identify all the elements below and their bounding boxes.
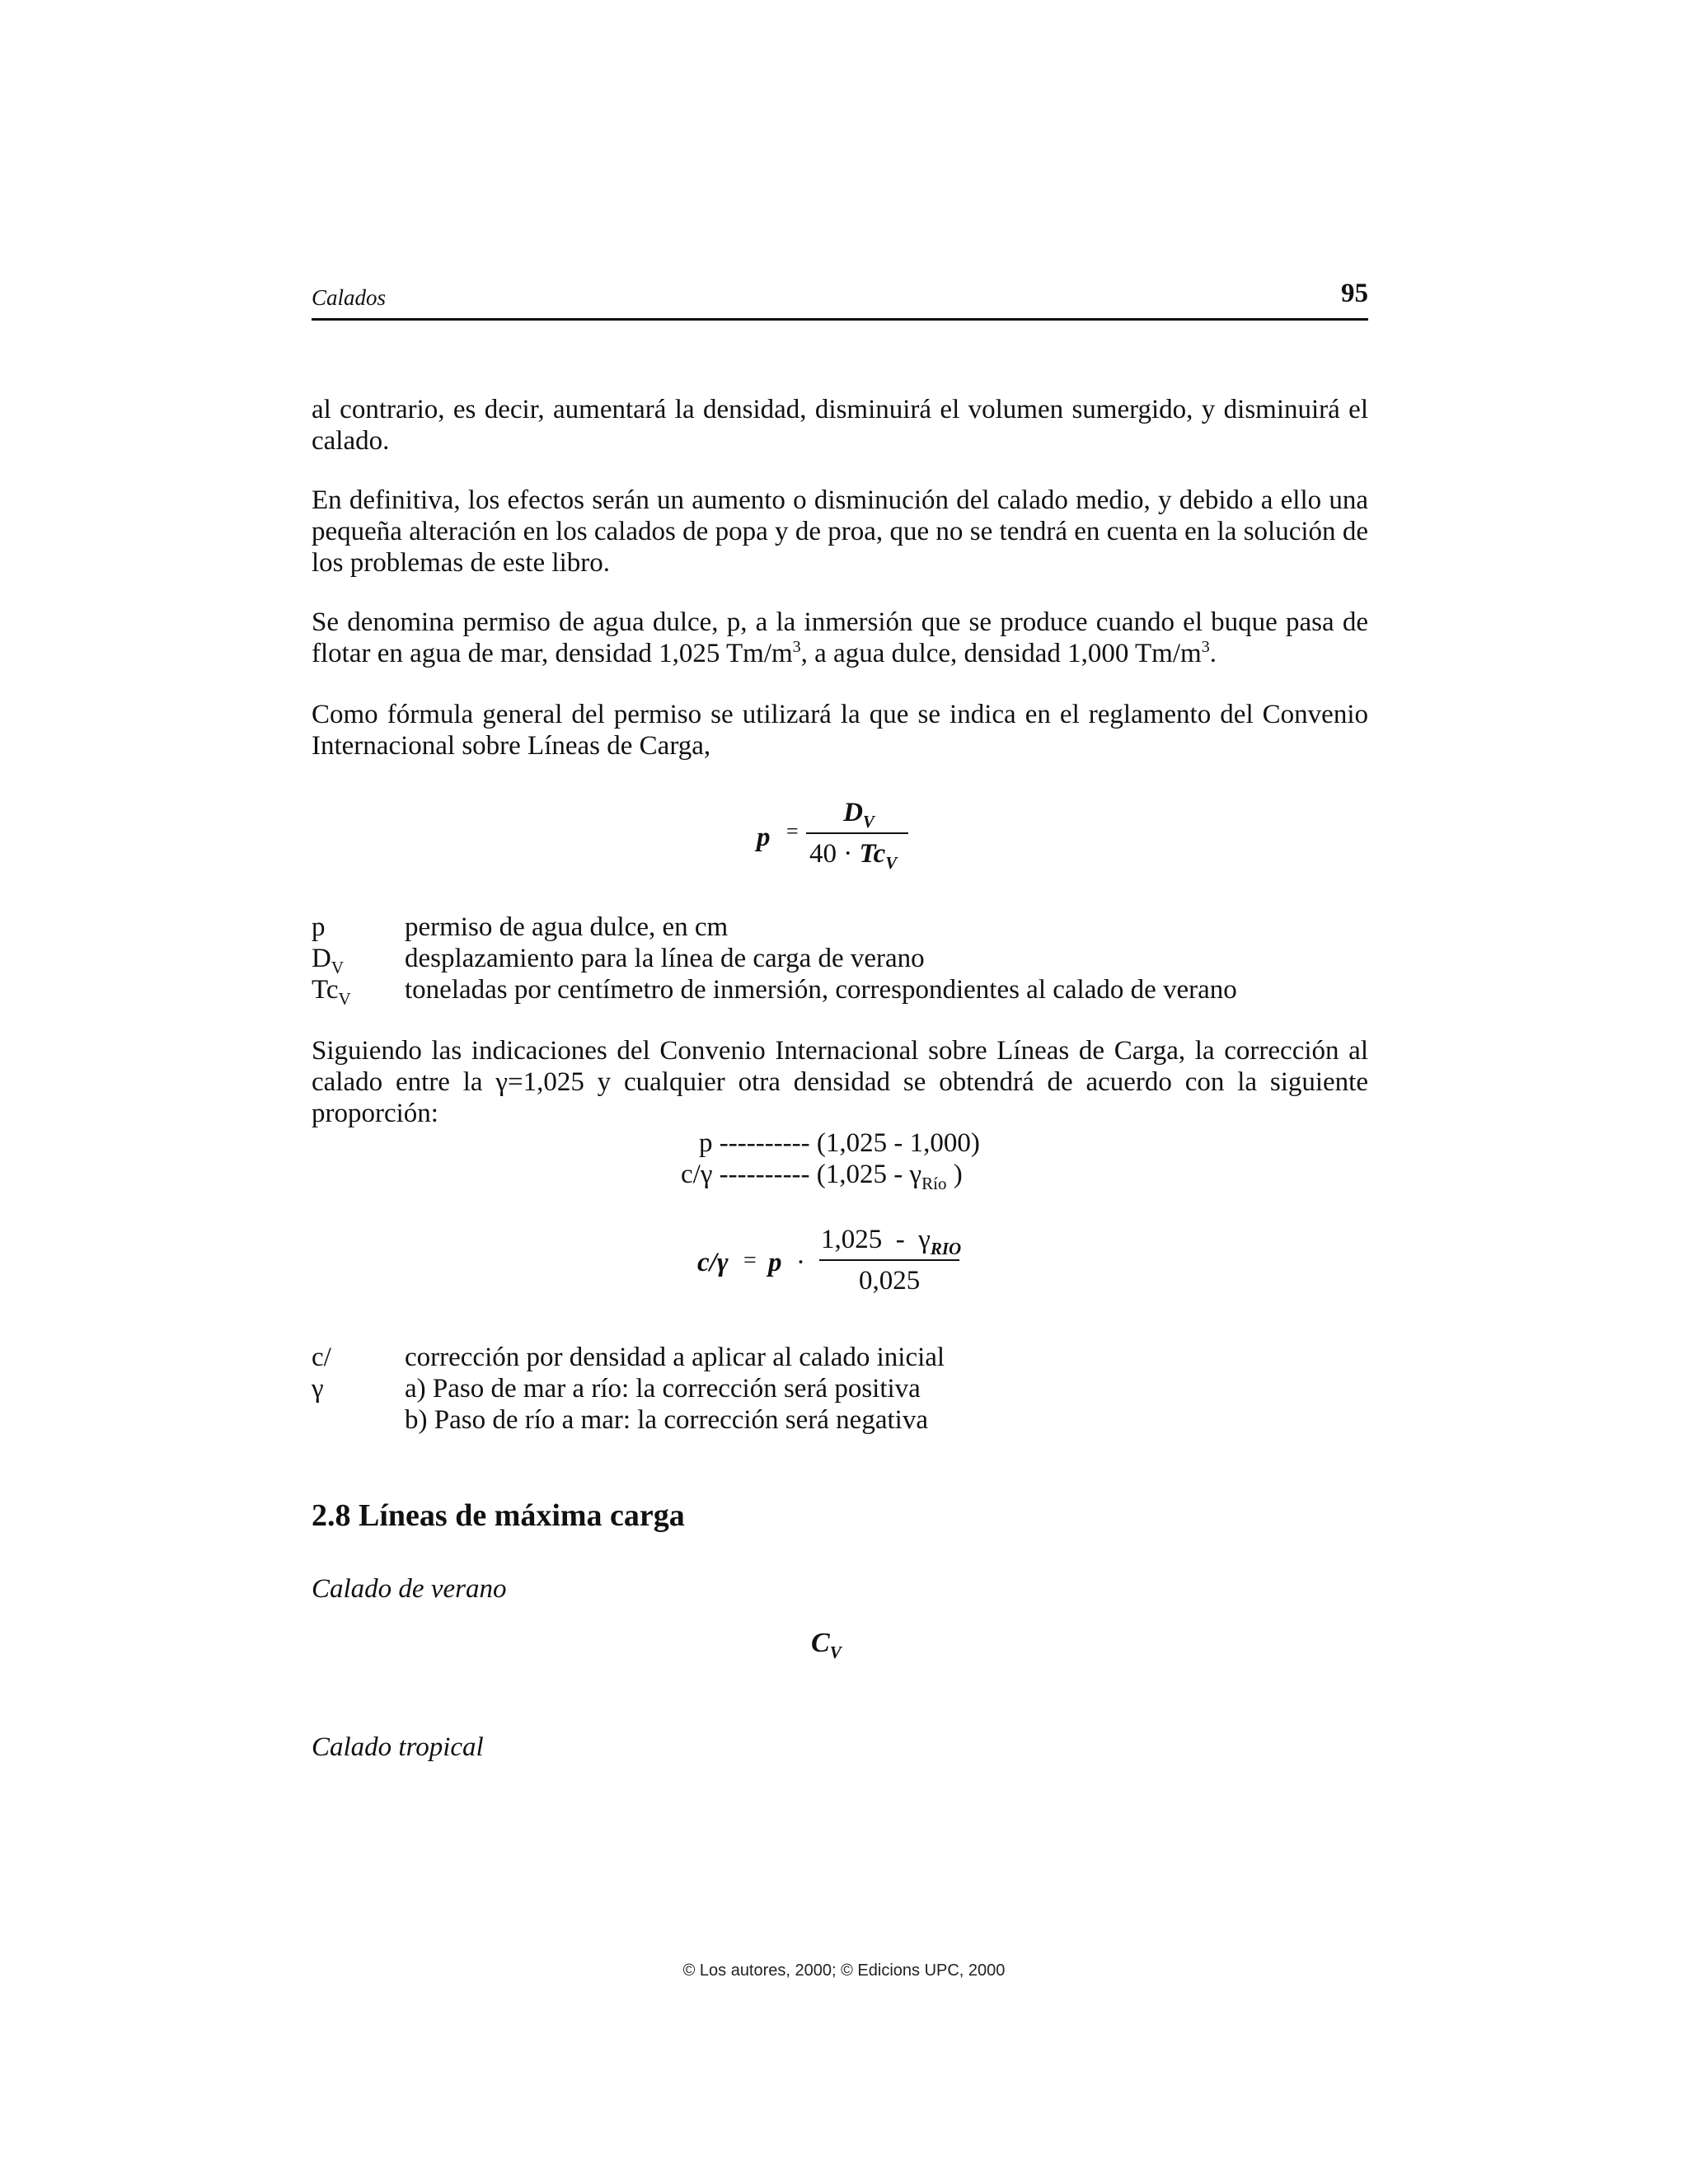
definition-text: toneladas por centímetro de inmersión, correspondientes al calado de verano xyxy=(405,975,1237,1005)
definition-text: a) Paso de mar a río: la corrección será positiva xyxy=(405,1374,921,1404)
definition-symbol: $D_V$ xyxy=(312,944,345,977)
definition-symbol: p xyxy=(312,912,326,942)
copyright-footer: © Los autores, 2000; © Edicions UPC, 2000 xyxy=(682,1961,1006,1980)
paragraph-5: Siguiendo las indicaciones del Convenio Internacional sobre Líneas de Carga, la corrección al calado entre la γ=1,025 y cualquier otra densidad se obtendrá de acuerdo con la siguiente proporción: xyxy=(312,1036,1368,1128)
numerator-subscript: RIO xyxy=(930,1239,962,1258)
subheading-summer-draft: Calado de verano xyxy=(312,1574,507,1604)
subheading-tropical-draft: Calado tropical xyxy=(312,1732,484,1762)
cv-symbol: C xyxy=(811,1628,830,1658)
paragraph-3-text-b: , a agua dulce, densidad 1,000 Tm/m xyxy=(800,639,1202,668)
proportion-line-2-close: ) xyxy=(946,1160,963,1189)
definition-symbol: $Tc_V$ xyxy=(312,975,351,1009)
paragraph-4: Como fórmula general del permiso se utilizará la que se indica en el reglamento del Convenio Internacional sobre Líneas de Carga, xyxy=(312,700,1368,761)
paragraph-3 xyxy=(312,607,1368,669)
definition-text: b) Paso de río a mar: la corrección será negativa xyxy=(405,1405,928,1435)
formula2-equals: = xyxy=(743,1248,757,1273)
formula-numerator xyxy=(809,798,908,832)
superscript-cubed: 3 xyxy=(1201,638,1210,656)
formula2-p: p xyxy=(768,1248,782,1277)
proportion-line-2-text: c/γ ---------- (1,025 - γ xyxy=(681,1160,922,1189)
formula-denominator xyxy=(809,839,898,873)
summer-draft-symbol xyxy=(811,1628,842,1662)
cv-subscript: V xyxy=(829,1643,842,1662)
denominator-symbol: Tc xyxy=(859,839,886,869)
numerator-value: 1,025 xyxy=(821,1225,883,1254)
formula2-dot: · xyxy=(796,1248,805,1277)
paragraph-3-text-a: Se denomina permiso de agua dulce, p, a la inmersión que se produce cuando el buque pasa de flotar en agua de mar, densidad 1,025 Tm/m xyxy=(312,607,1368,668)
definition-text: desplazamiento para la línea de carga de verano xyxy=(405,944,925,973)
running-header xyxy=(312,279,1368,321)
page-number: 95 xyxy=(1341,279,1368,308)
definition-text: corrección por densidad a aplicar al calado inicial xyxy=(405,1343,945,1372)
definition-text: permiso de agua dulce, en cm xyxy=(405,912,729,942)
section-heading: 2.8 Líneas de máxima carga xyxy=(312,1498,685,1533)
paragraph-2: En definitiva, los efectos serán un aumento o disminución del calado medio, y debido a ello una pequeña alteración en los calados de popa y de proa, que no se tendrá en cuenta en la solución de los problemas de este libro. xyxy=(312,485,1368,578)
numerator-minus: - xyxy=(895,1225,905,1254)
definition-symbol: c/γ xyxy=(312,1343,331,1404)
numerator-gamma: γ xyxy=(918,1225,931,1254)
denominator-subscript: V xyxy=(885,853,898,873)
superscript-cubed: 3 xyxy=(792,638,801,656)
proportion-line-2 xyxy=(681,1159,963,1193)
numerator-subscript: V xyxy=(862,812,874,832)
formula-lhs: p xyxy=(757,823,771,852)
formula2-denominator: 0,025 xyxy=(859,1266,921,1296)
formula-equals: = xyxy=(786,819,799,843)
proportion-line-2-subscript: Río xyxy=(921,1174,947,1193)
formula2-lhs: c/γ xyxy=(697,1248,729,1277)
numerator-symbol: D xyxy=(843,798,863,827)
denominator-number: 40 xyxy=(809,839,837,869)
paragraph-1: al contrario, es decir, aumentará la densidad, disminuirá el volumen sumergido, y disminuirá el calado. xyxy=(312,395,1368,456)
paragraph-3-text-c: . xyxy=(1209,639,1217,668)
fraction-bar xyxy=(806,832,908,834)
fraction-bar xyxy=(819,1259,959,1261)
denominator-dot: · xyxy=(843,839,853,869)
chapter-title: Calados xyxy=(312,285,387,310)
formula2-numerator xyxy=(821,1225,962,1258)
proportion-line-1: p ---------- (1,025 - 1,000) xyxy=(699,1128,980,1158)
